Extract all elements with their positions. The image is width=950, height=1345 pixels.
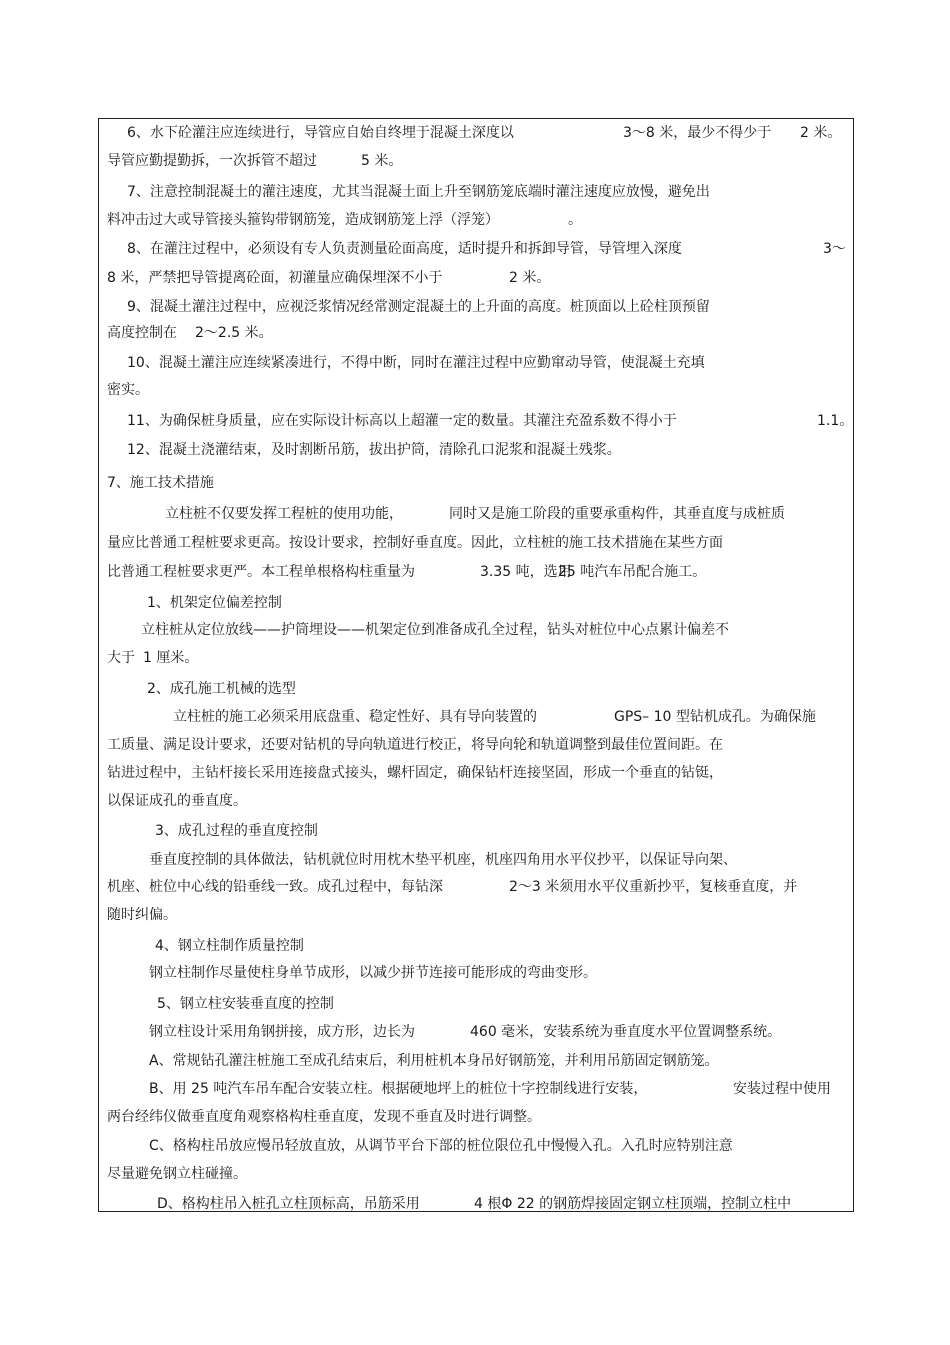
text-segment: 1 厘米。 [143, 650, 199, 666]
text-segment: 立柱桩从定位放线——护筒埋设——机架定位到准备成孔全过程，钻头对桩位中心点累计偏差不 [141, 622, 729, 638]
text-segment: 量应比普通工程桩要求更高。按设计要求，控制好垂直度。因此，立柱桩的施工技术措施在某些方面 [107, 535, 723, 551]
text-segment: 6、水下砼灌注应连续进行，导管应自始自终埋于混凝土深度以 [127, 125, 514, 141]
text-segment: 9、混凝土灌注过程中，应视泛浆情况经常测定混凝土的上升面的高度。桩顶面以上砼柱顶预留 [127, 299, 710, 315]
text-segment: 7、施工技术措施 [107, 475, 214, 491]
text-segment: 12、混凝土浇灌结束，及时割断吊筋，拔出护筒，清除孔口泥浆和混凝土残浆。 [127, 442, 621, 458]
text-segment: 机座、桩位中心线的铅垂线一致。成孔过程中，每钻深 [107, 879, 443, 895]
text-segment: 2～3 米须用水平仪重新抄平，复核垂直度，并 [509, 879, 798, 895]
text-segment: 料冲击过大或导管接头箍钩带钢筋笼，造成钢筋笼上浮（浮笼） [107, 212, 499, 228]
text-segment: 5 米。 [361, 153, 403, 169]
text-segment: 立柱桩不仅要发挥工程桩的使用功能， [165, 506, 403, 522]
text-segment: 2、成孔施工机械的选型 [147, 681, 296, 697]
text-segment: GPS– 10 型钻机成孔。为确保施 [614, 709, 816, 725]
text-segment: 随时纠偏。 [107, 907, 177, 923]
text-segment: 10、混凝土灌注应连续紧凑进行，不得中断，同时在灌注过程中应勤窜动导管，使混凝土充填 [127, 355, 705, 371]
text-segment: D、格构柱吊入桩孔立柱顶标高，吊筋采用 [157, 1196, 420, 1212]
text-segment: 2 米。 [509, 270, 551, 286]
text-segment: 。 [568, 212, 582, 228]
text-segment: 25 吨汽车吊配合施工。 [558, 564, 707, 580]
text-segment: 尽量避免钢立柱碰撞。 [107, 1166, 247, 1182]
text-segment: 立柱桩的施工必须采用底盘重、稳定性好、具有导向装置的 [173, 709, 537, 725]
text-segment: 4 根Φ 22 的钢筋焊接固定钢立柱顶端，控制立柱中 [474, 1196, 792, 1212]
text-segment: 密实。 [107, 382, 149, 398]
text-segment: 大于 [107, 650, 135, 666]
text-segment: B、用 25 吨汽车吊车配合安装立柱。根据硬地坪上的桩位十字控制线进行安装， [149, 1081, 648, 1097]
text-segment: 垂直度控制的具体做法，钻机就位时用枕木垫平机座，机座四角用水平仪抄平，以保证导向架、 [149, 852, 737, 868]
text-segment: A、常规钻孔灌注桩施工至成孔结束后，利用桩机本身吊好钢筋笼，并利用吊筋固定钢筋笼。 [149, 1053, 719, 1069]
text-segment: 2 米。 [800, 125, 842, 141]
text-segment: 5、钢立柱安装垂直度的控制 [157, 996, 334, 1012]
text-segment: 3、成孔过程的垂直度控制 [155, 823, 318, 839]
text-segment: 钢立柱设计采用角钢拼接，成方形，边长为 [149, 1024, 415, 1040]
text-segment: 460 毫米，安装系统为垂直度水平位置调整系统。 [470, 1024, 782, 1040]
text-segment: 8、在灌注过程中，必须设有专人负责测量砼面高度，适时提升和拆卸导管，导管埋入深度 [127, 241, 682, 257]
text-segment: 比普通工程桩要求更严。本工程单根格构柱重量为 [107, 564, 415, 580]
text-segment: 钻进过程中，主钻杆接长采用连接盘式接头，螺杆固定，确保钻杆连接坚固，形成一个垂直的钻铤， [107, 765, 723, 781]
text-segment: 1.1。 [817, 413, 854, 429]
text-segment: 3～8 米，最少不得少于 [623, 125, 772, 141]
text-segment: 2～2.5 米。 [195, 325, 273, 341]
text-segment: 以保证成孔的垂直度。 [107, 793, 247, 809]
text-segment: 导管应勤提勤拆，一次拆管不超过 [107, 153, 317, 169]
text-segment: 钢立柱制作尽量使柱身单节成形，以减少拼节连接可能形成的弯曲变形。 [149, 965, 597, 981]
text-segment: 高度控制在 [107, 325, 177, 341]
text-segment: 1、机架定位偏差控制 [147, 595, 282, 611]
text-segment: 11、为确保桩身质量，应在实际设计标高以上超灌一定的数量。其灌注充盈系数不得小于 [127, 413, 677, 429]
text-segment: 7、注意控制混凝土的灌注速度，尤其当混凝土面上升至钢筋笼底端时灌注速度应放慢，避免出 [127, 184, 710, 200]
text-segment: 8 米，严禁把导管提离砼面，初灌量应确保埋深不小于 [107, 270, 443, 286]
text-segment: 安装过程中使用 [733, 1081, 831, 1097]
text-segment: 两台经纬仪做垂直度角观察格构柱垂直度，发现不垂直及时进行调整。 [107, 1109, 541, 1125]
text-segment: 3.35 吨，选用 [480, 564, 572, 580]
text-segment: 同时又是施工阶段的重要承重构件，其垂直度与成桩质 [449, 506, 785, 522]
text-segment: 4、钢立柱制作质量控制 [155, 938, 304, 954]
text-segment: C、格构柱吊放应慢吊轻放直放，从调节平台下部的桩位限位孔中慢慢入孔。入孔时应特别注意 [149, 1138, 733, 1154]
text-segment: 工质量、满足设计要求，还要对钻机的导向轨道进行校正，将导向轮和轨道调整到最佳位置间距。在 [107, 737, 723, 753]
text-segment: 3～ [823, 241, 846, 257]
